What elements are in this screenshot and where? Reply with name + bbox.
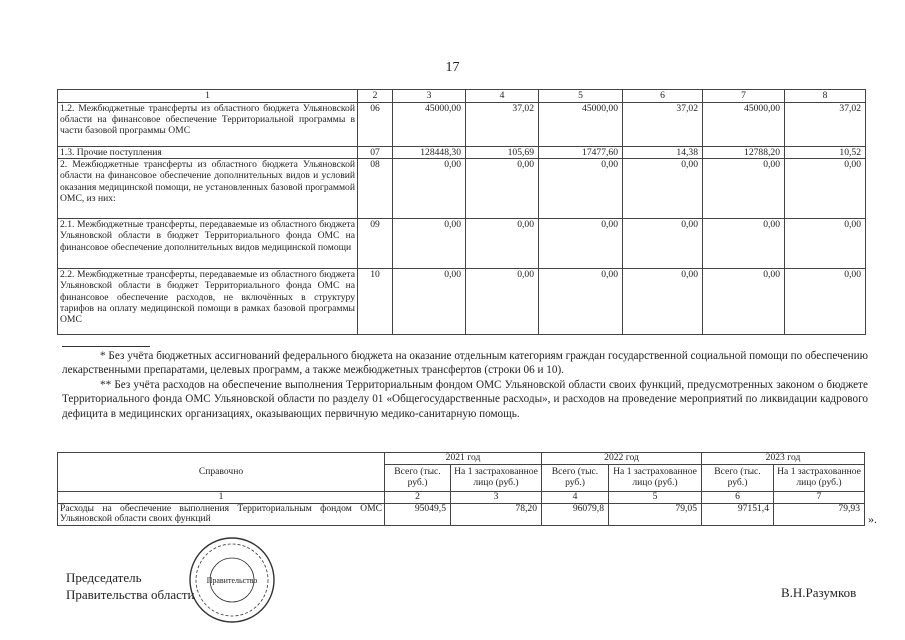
ref-col-total: Всего (тыс. руб.) [385, 464, 451, 491]
header-cell: 6 [623, 90, 703, 103]
cell-value: 128448,30 [393, 147, 466, 159]
signatory-title-line1: Председатель [66, 570, 142, 585]
cell-value: 0,00 [785, 269, 866, 335]
ref-num: 2 [385, 491, 451, 503]
seal-text: Правительство [206, 576, 258, 585]
cell-value: 17477,60 [539, 147, 623, 159]
cell-value: 0,00 [785, 219, 866, 269]
ref-title: Справочно [58, 453, 385, 492]
ref-col-total: Всего (тыс. руб.) [702, 464, 774, 491]
cell-value: 0,00 [466, 269, 539, 335]
ref-num: 5 [609, 491, 702, 503]
header-cell: 8 [785, 90, 866, 103]
cell-value: 96079,8 [542, 503, 609, 526]
cell-value: 79,93 [774, 503, 865, 526]
page-number: 17 [445, 60, 460, 75]
table-row [58, 503, 865, 526]
cell-value: 0,00 [539, 219, 623, 269]
cell-value: 0,00 [623, 159, 703, 219]
ref-year: 2021 год [385, 453, 542, 465]
cell-value: 105,69 [466, 147, 539, 159]
ref-year: 2023 год [702, 453, 865, 465]
cell-value: 0,00 [539, 159, 623, 219]
header-cell: 5 [539, 90, 623, 103]
ref-col-total: Всего (тыс. руб.) [542, 464, 609, 491]
footnote-divider [62, 346, 150, 347]
footnotes [62, 349, 868, 421]
ref-num: 4 [542, 491, 609, 503]
cell-value: 0,00 [785, 159, 866, 219]
row-label: 2.2. Межбюджетные трансферты, передаваемые из областного бюджета Ульяновской области в бюджет Территориального фонда ОМС на финансовое обеспечение расходов, не включённых в структуру тарифов на оплату медицинской помощи в рамках базовой программы ОМС [58, 269, 358, 335]
header-cell: 2 [358, 90, 393, 103]
signatory-title-line2: Правительства области [66, 587, 195, 602]
ref-col-per-person: На 1 застрахованное лицо (руб.) [774, 464, 865, 491]
row-code: 07 [358, 147, 393, 159]
table-row [58, 103, 866, 147]
row-code: 06 [358, 103, 393, 147]
header-cell: 4 [466, 90, 539, 103]
signatory-name: В.Н.Разумков [781, 585, 857, 600]
ref-year-row [58, 453, 865, 465]
table-row [58, 147, 866, 159]
ref-num: 1 [58, 491, 385, 503]
cell-value: 10,52 [785, 147, 866, 159]
cell-value: 37,02 [466, 103, 539, 147]
cell-value: 45000,00 [703, 103, 785, 147]
cell-value: 45000,00 [539, 103, 623, 147]
row-label: 1.2. Межбюджетные трансферты из областного бюджета Ульяновской области на финансовое обеспечение Территориальной программы в части базовой программы ОМС [58, 103, 358, 147]
ref-col-per-person: На 1 застрахованное лицо (руб.) [451, 464, 542, 491]
cell-value: 0,00 [393, 159, 466, 219]
header-cell: 1 [58, 90, 358, 103]
footnote-1: * Без учёта бюджетных ассигнований федерального бюджета на оказание отдельным категориям граждан государственной социальной помощи по обеспечению лекарственными препаратами, целевых программ, а также межбюджетных трансфертов (строки 06 и 10). [62, 350, 868, 377]
cell-value: 14,38 [623, 147, 703, 159]
cell-value: 78,20 [451, 503, 542, 526]
cell-value: 0,00 [466, 159, 539, 219]
ref-num: 7 [774, 491, 865, 503]
cell-value: 0,00 [393, 269, 466, 335]
cell-value: 0,00 [623, 269, 703, 335]
row-label: 1.3. Прочие поступления [58, 147, 358, 159]
footnote-2: ** Без учёта расходов на обеспечение выполнения Территориальным фондом ОМС Ульяновской области своих функций, предусмотренных законом о бюджете Территориального фонда ОМС Ульяновской области по разделу 01 «Общегосударственные расходы», и расходов на проведение мероприятий по ликвидации кадрового дефицита в медицинских организациях, оказывающих первичную медико-санитарную помощь. [62, 378, 868, 420]
cell-value: 0,00 [539, 269, 623, 335]
official-seal [187, 535, 277, 630]
row-code: 09 [358, 219, 393, 269]
cell-value: 0,00 [703, 269, 785, 335]
table-row [58, 219, 866, 269]
header-cell: 7 [703, 90, 785, 103]
ref-row-label: Расходы на обеспечение выполнения Территориальным фондом ОМС Ульяновской области своих функций [58, 503, 385, 526]
cell-value: 79,05 [609, 503, 702, 526]
row-label: 2.1. Межбюджетные трансферты, передаваемые из областного бюджета Ульяновской области в бюджет Территориального фонда ОМС на финансовое обеспечение дополнительных видов медицинской помощи [58, 219, 358, 269]
ref-num: 3 [451, 491, 542, 503]
cell-value: 37,02 [785, 103, 866, 147]
cell-value: 0,00 [703, 219, 785, 269]
cell-value: 45000,00 [393, 103, 466, 147]
cell-value: 0,00 [393, 219, 466, 269]
cell-value: 0,00 [623, 219, 703, 269]
closing-quote: ». [868, 512, 877, 526]
row-code: 10 [358, 269, 393, 335]
ref-col-per-person: На 1 застрахованное лицо (руб.) [609, 464, 702, 491]
ref-num: 6 [702, 491, 774, 503]
cell-value: 12788,20 [703, 147, 785, 159]
ref-number-row [58, 491, 865, 503]
budget-table [57, 89, 866, 335]
signatory-title [66, 569, 195, 603]
reference-table [57, 452, 865, 526]
row-code: 08 [358, 159, 393, 219]
cell-value: 37,02 [623, 103, 703, 147]
cell-value: 0,00 [703, 159, 785, 219]
cell-value: 95049,5 [385, 503, 451, 526]
table-row [58, 159, 866, 219]
row-label: 2. Межбюджетные трансферты из областного бюджета Ульяновской области на финансовое обеспечение дополнительных видов и условий оказания медицинской помощи, не установленных базовой программой ОМС, из них: [58, 159, 358, 219]
ref-year: 2022 год [542, 453, 702, 465]
table-row [58, 269, 866, 335]
cell-value: 97151,4 [702, 503, 774, 526]
header-cell: 3 [393, 90, 466, 103]
table-header-row [58, 90, 866, 103]
cell-value: 0,00 [466, 219, 539, 269]
